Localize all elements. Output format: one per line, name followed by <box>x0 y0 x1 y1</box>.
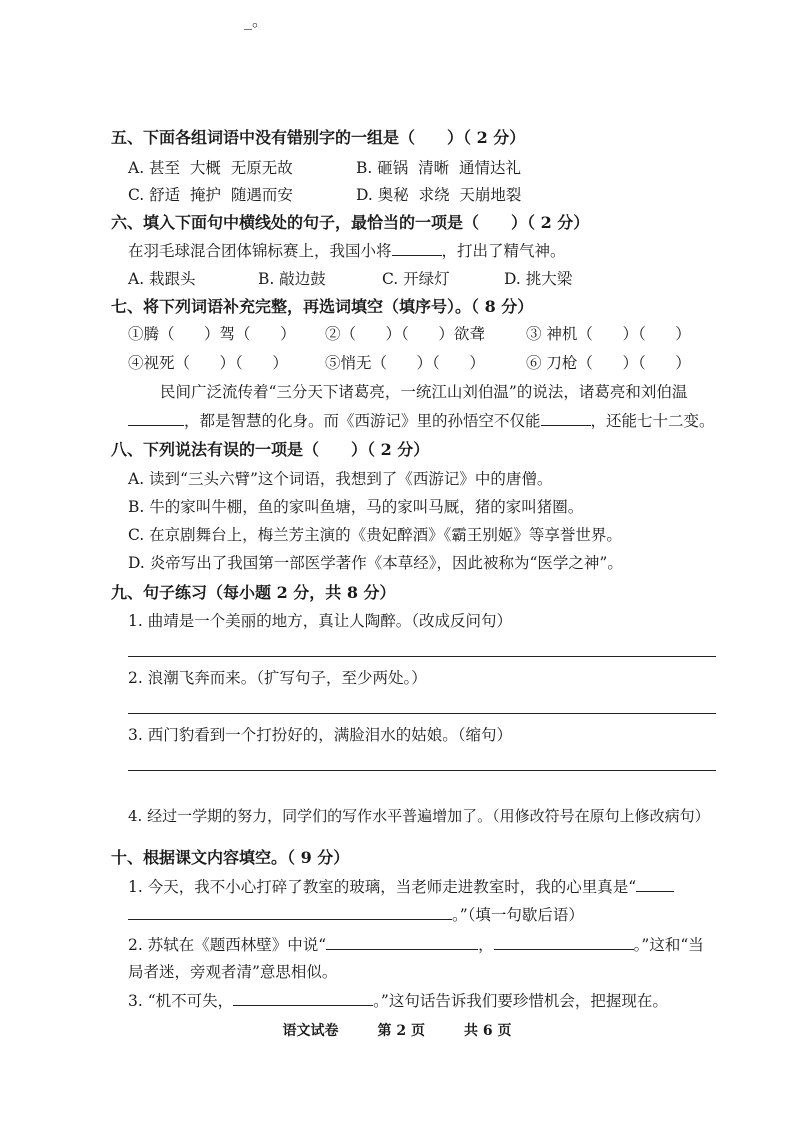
q7-blank-2[interactable] <box>541 411 591 426</box>
q6-option-b: B. 敲边鼓 <box>258 270 326 288</box>
q6-sentence-end: ，打出了精气神。 <box>441 242 566 260</box>
page-footer <box>0 1020 794 1040</box>
q6-option-a: A. 栽跟头 <box>128 270 196 288</box>
q8-title: 八、下列说法有误的一项是（ ）（ 2 分） <box>111 440 430 459</box>
q9-answer-line-2[interactable] <box>128 713 716 714</box>
q8-option-c: C. 在京剧舞台上，梅兰芳主演的《贵妃醉酒》《霸王别姬》等享誉世界。 <box>128 526 622 544</box>
q7-paragraph-line2 <box>128 410 715 432</box>
q9-answer-line-3[interactable] <box>128 770 716 771</box>
q6-option-c: C. 开绿灯 <box>382 270 450 288</box>
q9-item-4: 4. 经过一学期的努力，同学们的写作水平普遍增加了。（用修改符号在原句上修改病句） <box>128 807 710 825</box>
q10-blank-1b[interactable] <box>128 905 452 920</box>
q10-item-2-end: 。”这和“当 <box>633 936 704 954</box>
q7-word-3: ③ 神机（ ）（ ） <box>526 325 691 343</box>
q6-sentence-start: 在羽毛球混合团体锦标赛上，我国小将 <box>128 242 392 260</box>
footer-page-number: 第 2 页 <box>377 1023 425 1039</box>
q10-blank-3[interactable] <box>233 991 373 1006</box>
q8-option-d: D. 炎帝写出了我国第一部医学著作《本草经》，因此被称为“医学之神”。 <box>128 554 623 572</box>
q5-option-c: C. 舒适 掩护 随遇而安 <box>128 186 293 204</box>
q10-item-2-line2: 局者迷，旁观者清”意思相似。 <box>128 963 338 981</box>
q5-option-a: A. 甚至 大概 无原无故 <box>128 159 293 177</box>
footer-subject: 语文试卷 <box>282 1023 339 1039</box>
q10-item-1-line2 <box>128 904 584 926</box>
q8-option-b: B. 牛的家叫牛棚，鱼的家叫鱼塘，马的家叫马厩，猪的家叫猪圈。 <box>128 498 584 516</box>
q10-title: 十、根据课文内容填空。（ 9 分） <box>111 848 350 867</box>
q7-word-2: ②（ ）（ ）欲聋 <box>325 325 485 343</box>
q6-option-d: D. 挑大梁 <box>504 270 573 288</box>
q9-item-1: 1. 曲靖是一个美丽的地方，真让人陶醉。（改成反问句） <box>128 612 512 630</box>
q7-paragraph-mid: ，都是智慧的化身。而《西游记》里的孙悟空不仅能 <box>184 412 541 430</box>
q10-item-2-comma: ， <box>478 936 494 954</box>
q7-word-6: ⑥ 刀枪（ ）（ ） <box>526 354 691 372</box>
q10-blank-2a[interactable] <box>326 935 478 950</box>
q5-option-b: B. 砸锅 清晰 通情达礼 <box>356 159 521 177</box>
footer-total-pages: 共 6 页 <box>464 1023 512 1039</box>
q9-title: 九、句子练习（每小题 2 分，共 8 分） <box>111 583 396 602</box>
q8-option-a: A. 读到“三头六臂”这个词语，我想到了《西游记》中的唐僧。 <box>128 470 553 488</box>
q10-item-1-end: 。”（填一句歇后语） <box>452 906 584 924</box>
q5-option-d: D. 奥秘 求绕 天崩地裂 <box>356 186 522 204</box>
q10-blank-2b[interactable] <box>494 935 634 950</box>
q10-blank-1a[interactable] <box>636 877 674 892</box>
q10-item-3 <box>128 990 668 1012</box>
q6-blank[interactable] <box>392 241 442 256</box>
q5-title: 五、下面各组词语中没有错别字的一组是（ ）（ 2 分） <box>111 128 526 147</box>
q7-title: 七、将下列词语补充完整，再选词填空（填序号）。（ 8 分） <box>111 297 534 316</box>
q10-item-1-text: 1. 今天，我不小心打碎了教室的玻璃，当老师走进教室时，我的心里真是“ <box>128 878 637 896</box>
q7-word-1: ①腾（ ）驾（ ） <box>128 325 296 343</box>
q6-sentence <box>128 240 566 262</box>
q10-item-1-line1 <box>128 876 674 898</box>
q7-word-5: ⑤悄无（ ）（ ） <box>325 354 485 372</box>
q9-answer-line-1[interactable] <box>128 656 716 657</box>
q10-item-3-end: 。”这句话告诉我们要珍惜机会，把握现在。 <box>373 992 668 1010</box>
q6-title: 六、填入下面句中横线处的句子，最恰当的一项是（ ）（ 2 分） <box>111 213 590 232</box>
q7-blank-1[interactable] <box>128 411 184 426</box>
q7-paragraph-end: ，还能七十二变。 <box>590 412 715 430</box>
q9-item-2: 2. 浪潮飞奔而来。（扩写句子，至少两处。） <box>128 669 427 687</box>
top-mark: _。 <box>244 11 269 30</box>
q7-paragraph-line1: 民间广泛流传着“三分天下诸葛亮，一统江山刘伯温”的说法，诸葛亮和刘伯温 <box>160 383 688 401</box>
q10-item-3-text: 3. “机不可失， <box>128 992 234 1010</box>
q10-item-2-line1 <box>128 934 704 956</box>
q10-item-2-text: 2. 苏轼在《题西林壁》中说“ <box>128 936 327 954</box>
q7-word-4: ④视死（ ）（ ） <box>128 354 288 372</box>
q9-item-3: 3. 西门豹看到一个打扮好的，满脸泪水的姑娘。（缩句） <box>128 726 512 744</box>
